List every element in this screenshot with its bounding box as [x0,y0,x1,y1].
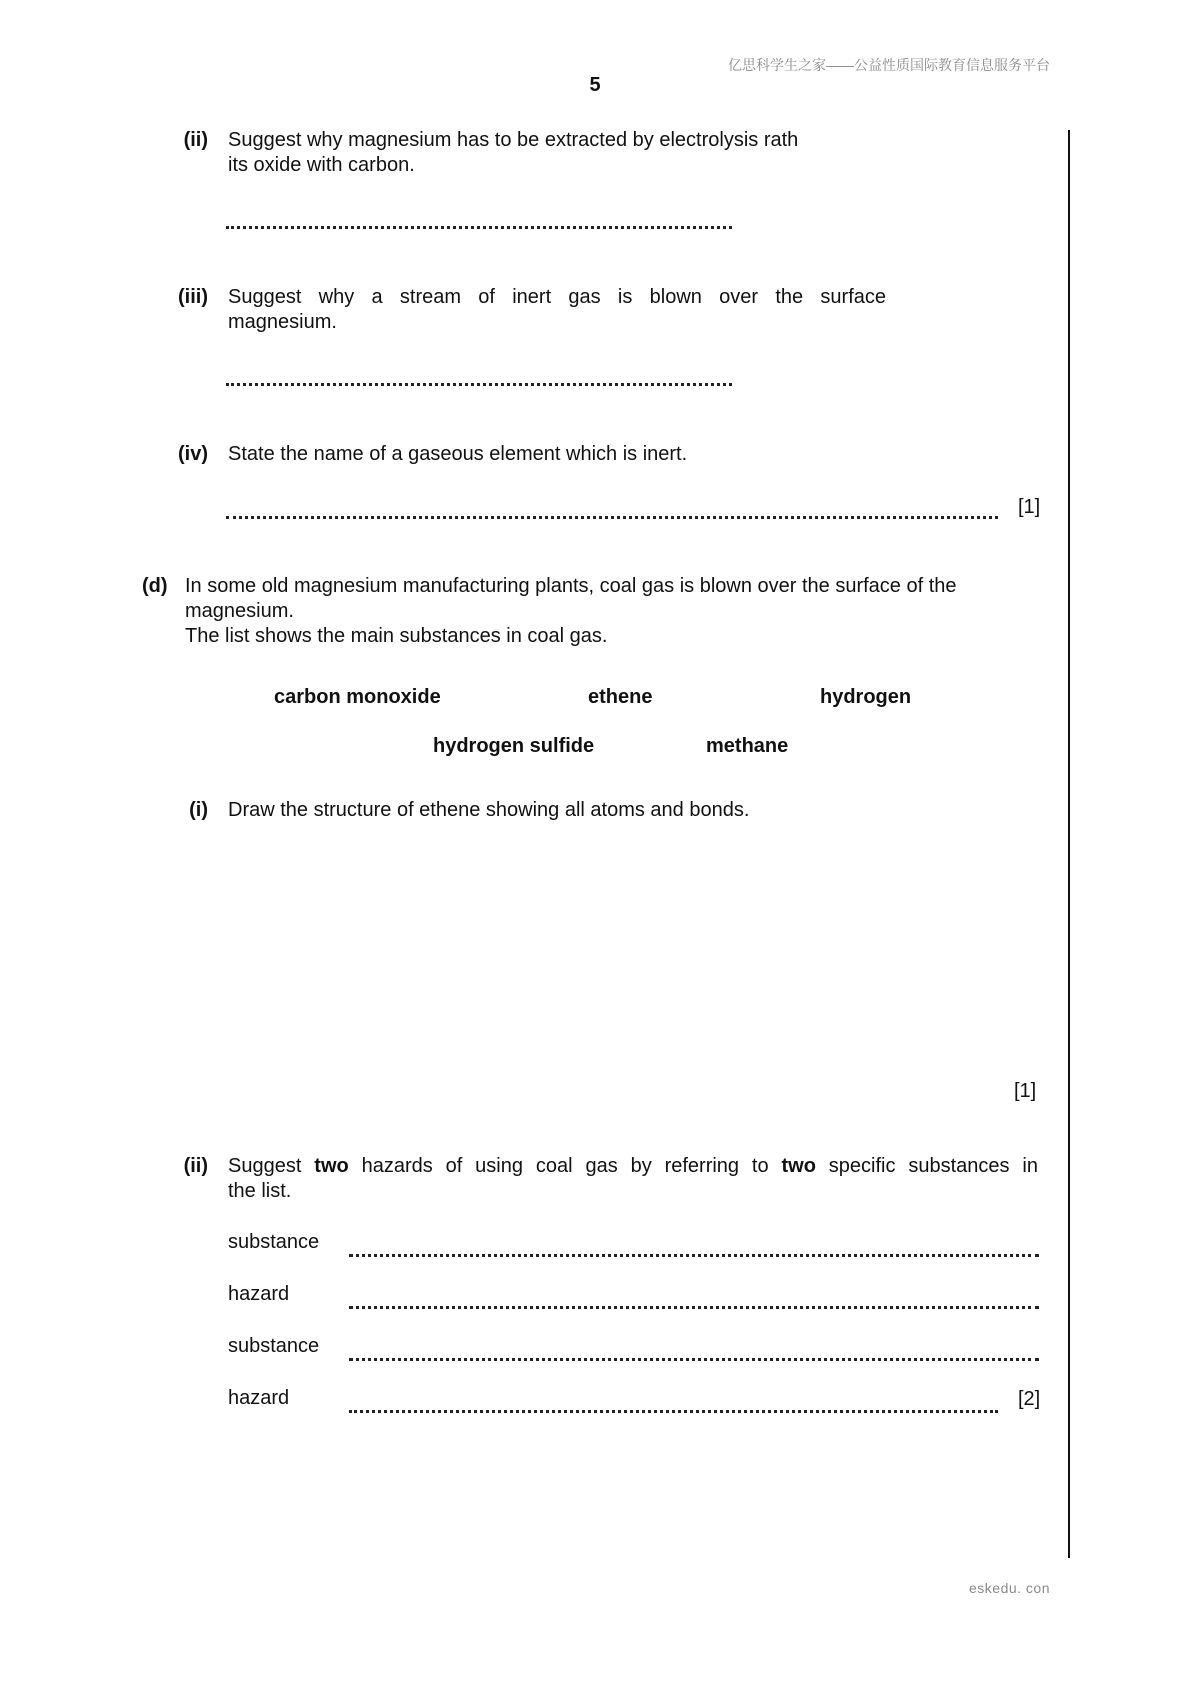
answer-line-c-ii[interactable] [226,226,732,229]
substance-hydrogen: hydrogen [820,686,912,708]
answer-line-c-iv[interactable] [226,516,998,519]
answer-line-hazard-2[interactable] [349,1410,998,1413]
mark-d-ii: [2] [1018,1388,1041,1410]
mark-c-iv: [1] [1018,496,1041,518]
answer-line-substance-2[interactable] [349,1358,1039,1361]
drawing-area[interactable] [228,830,1008,1070]
footer-site: eskedu. con [969,1580,1050,1596]
question-label-c-ii: (ii) [183,129,208,151]
d-ii-post: specific substances in [815,1155,1038,1177]
d-ii-bold-two-1: two [314,1155,349,1177]
question-d-i-text: Draw the structure of ethene showing all atoms and bonds. [228,799,750,821]
row-label-hazard-1: hazard [228,1283,290,1305]
question-label-d: (d) [142,575,168,597]
page-number: 5 [589,74,601,96]
question-d-ii-line2: the list. [228,1180,292,1202]
substance-hydrogen-sulfide: hydrogen sulfide [433,735,595,757]
d-ii-bold-two-2: two [781,1155,816,1177]
answer-line-substance-1[interactable] [349,1254,1039,1257]
question-c-iii-line1: Suggest why a stream of inert gas is blown over the surface [228,286,886,308]
question-c-ii-line2: its oxide with carbon. [228,154,415,176]
d-ii-mid: hazards of using coal gas by referring to [348,1155,782,1177]
question-d-ii-line1 [228,1154,1038,1179]
substance-ethene: ethene [588,686,653,708]
question-label-c-iv: (iv) [178,443,208,465]
question-d-line2: magnesium. [185,600,294,622]
question-d-line1: In some old magnesium manufacturing plants, coal gas is blown over the surface of the [185,575,957,597]
d-ii-pre: Suggest [228,1155,315,1177]
substance-methane: methane [706,735,789,757]
source-watermark: 亿思科学生之家——公益性质国际教育信息服务平台 [728,57,1050,73]
row-label-hazard-2: hazard [228,1387,290,1409]
margin-line [1068,130,1070,1558]
mark-d-i: [1] [1014,1080,1037,1102]
question-label-d-ii: (ii) [183,1155,208,1177]
row-label-substance-1: substance [228,1231,320,1253]
question-d-line3: The list shows the main substances in coal gas. [185,625,608,647]
row-label-substance-2: substance [228,1335,320,1357]
answer-line-c-iii[interactable] [226,383,732,386]
question-label-d-i: (i) [189,799,208,821]
question-c-iii-line2: magnesium. [228,311,337,333]
substance-carbon-monoxide: carbon monoxide [274,686,441,708]
question-c-iv-text: State the name of a gaseous element which is inert. [228,443,688,465]
question-c-ii-line1: Suggest why magnesium has to be extracted by electrolysis rath [228,129,799,151]
question-label-c-iii: (iii) [178,286,208,308]
answer-line-hazard-1[interactable] [349,1306,1039,1309]
